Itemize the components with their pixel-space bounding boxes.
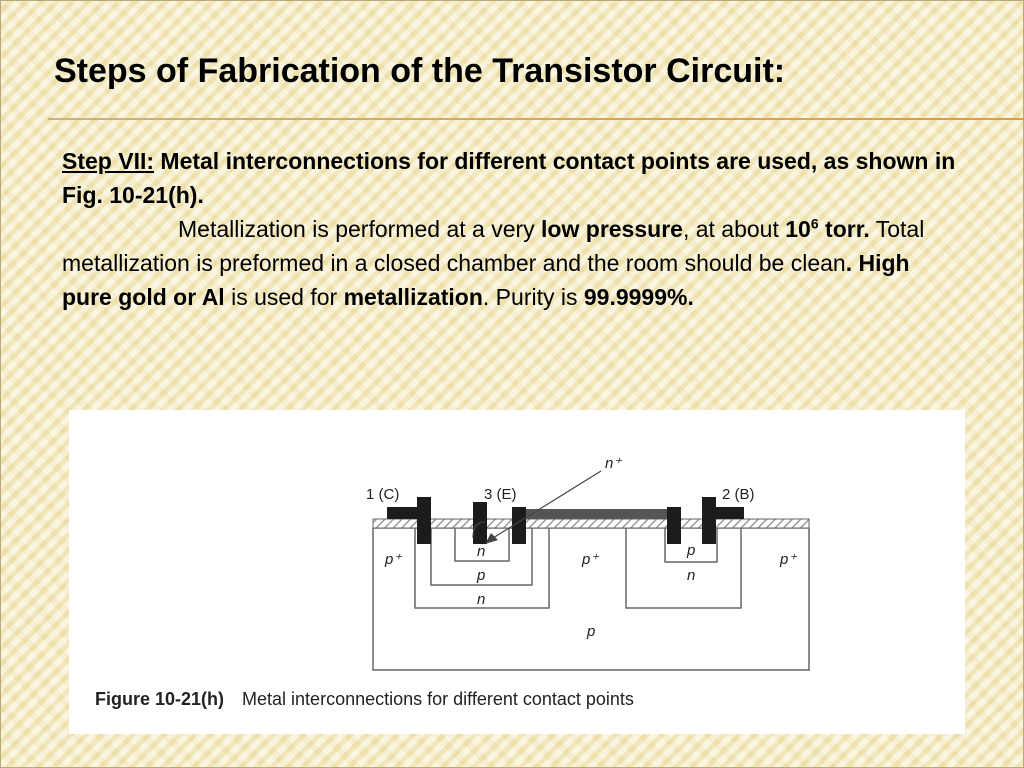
collector-contact-stem (417, 497, 431, 544)
pressure-exponent: 6 (810, 215, 819, 232)
step-paragraph (62, 144, 962, 212)
pressure-value (785, 216, 870, 242)
base-contact-cap (716, 507, 744, 519)
step-label: Step VII: (62, 148, 155, 174)
pressure-base: 10 (785, 216, 811, 242)
text-run: Total metallization is preformed in a closed chamber and the room should be clean (62, 216, 925, 276)
interconnect-strip (516, 509, 668, 519)
slide-title: Steps of Fabrication of the Transistor Circuit: (54, 52, 786, 90)
right-pplus-label: p⁺ (780, 551, 797, 568)
pressure-unit: torr. (818, 216, 870, 242)
title-divider (48, 118, 1024, 120)
metallization-paragraph (62, 212, 962, 314)
step-description: Metal interconnections for different contact points are used, as shown in Fig. 10-21(h). (62, 148, 956, 208)
text-run: . Purity is (482, 284, 584, 310)
left-tub-n-label: n (477, 591, 486, 608)
base-label: 2 (B) (722, 486, 755, 503)
emitter-n-label: n (477, 543, 486, 560)
nplus-pointer-label: n⁺ (605, 455, 622, 472)
base-p-label: p (477, 567, 486, 584)
purity-value: 99.9999%. (583, 284, 694, 310)
left-pplus-label: p⁺ (385, 551, 402, 568)
slide-body (62, 144, 962, 314)
transistor-cross-section-diagram (69, 410, 965, 734)
bold-run: . High pure gold or Al (62, 250, 910, 310)
base-contact-left (667, 507, 681, 544)
p-substrate (373, 528, 809, 670)
bold-run: metallization (343, 284, 483, 310)
collector-contact-cap (387, 507, 417, 519)
figure-caption-text: Metal interconnections for different contact points (242, 689, 634, 709)
emitter-label: 3 (E) (484, 486, 517, 503)
bold-run: low pressure (541, 216, 683, 242)
figure-caption (95, 689, 634, 710)
right-tub-n-label: n (687, 567, 696, 584)
oxide-layer (373, 519, 809, 528)
text-run: Metallization is performed at a very (178, 216, 542, 242)
text-run: , at about (682, 216, 786, 242)
substrate-p-label: p (587, 623, 596, 640)
figure-panel (69, 410, 965, 734)
collector-label: 1 (C) (366, 486, 400, 503)
text-run: is used for (224, 284, 344, 310)
base-contact-stem (702, 497, 716, 544)
figure-number: Figure 10-21(h) (95, 689, 225, 709)
right-p-label: p (687, 542, 696, 559)
middle-pplus-label: p⁺ (582, 551, 599, 568)
